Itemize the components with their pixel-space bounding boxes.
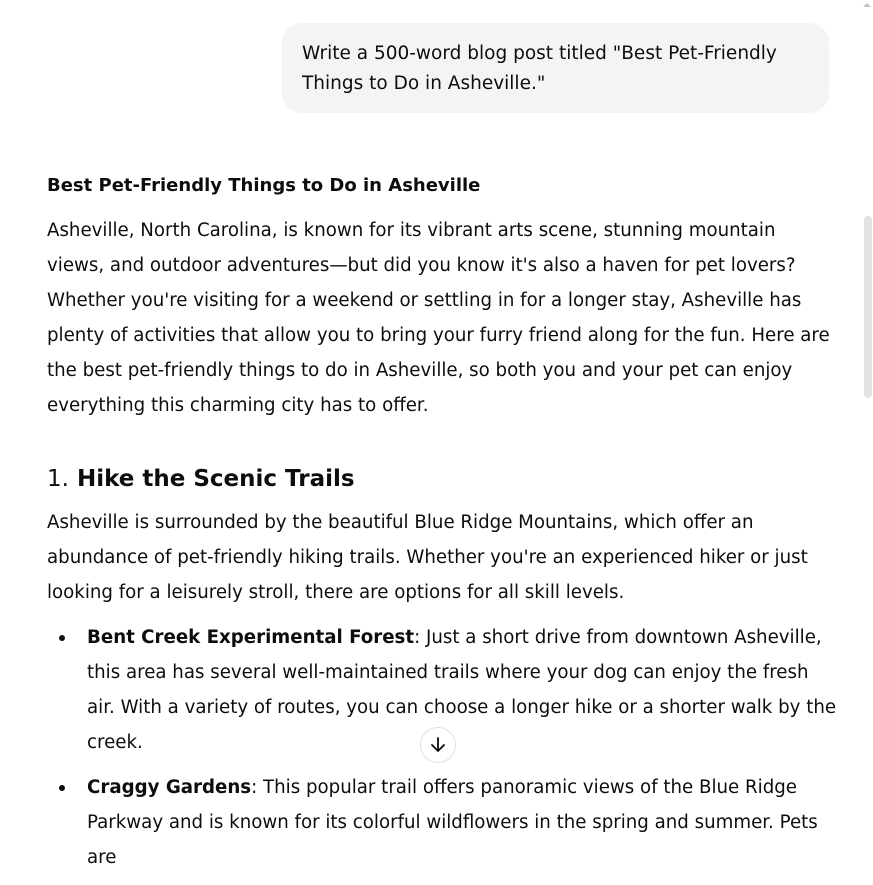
section-number: 1.	[47, 466, 69, 492]
section-heading	[47, 463, 837, 495]
scroll-to-bottom-button[interactable]	[420, 727, 456, 763]
section-body: Asheville is surrounded by the beautiful Blue Ridge Mountains, which offer an abundance of pet-friendly hiking trails. Whether you're an experienced hiker or just looking for a leisurely stroll, there are options for all skill levels.	[47, 512, 808, 603]
chevron-up-icon[interactable]	[861, 0, 873, 14]
assistant-response	[47, 170, 837, 885]
section-heading-text: Hike the Scenic Trails	[76, 466, 355, 492]
response-title: Best Pet-Friendly Things to Do in Asheville	[47, 175, 481, 196]
arrow-down-icon	[428, 735, 448, 755]
list-item-text: : This popular trail offers panoramic views of the Blue Ridge Parkway and is known for its colorful wildflowers in the spring and summer. Pets are	[87, 777, 818, 868]
list-item-name: Craggy Gardens	[87, 777, 252, 798]
user-message-bubble	[282, 23, 829, 113]
bullet-dot	[59, 635, 65, 641]
list-item	[47, 770, 837, 875]
scrollbar[interactable]	[861, 0, 873, 791]
list-item-text: : Just a short drive from downtown Asheville, this area has several well-maintained trails where your dog can enjoy the fresh air. With a variety of routes, you can choose a longer hike or a shorter walk by the creek.	[87, 627, 837, 753]
list-item-name: Bent Creek Experimental Forest	[87, 627, 415, 648]
scrollbar-thumb[interactable]	[864, 216, 872, 398]
response-intro: Asheville, North Carolina, is known for its vibrant arts scene, stunning mountain views, and outdoor adventures—but did you know it's also a haven for pet lovers? Whether you're visiting for a weekend or settling in for a longer stay, Asheville has plenty of activities that allow you to bring your furry friend along for the fun. Here are the best pet-friendly things to do in Asheville, so both you and your pet can enjoy everything this charming city has to offer.	[47, 220, 830, 416]
user-message-text: Write a 500-word blog post titled "Best Pet-Friendly Things to Do in Asheville."	[302, 43, 777, 94]
bullet-dot	[59, 785, 65, 791]
